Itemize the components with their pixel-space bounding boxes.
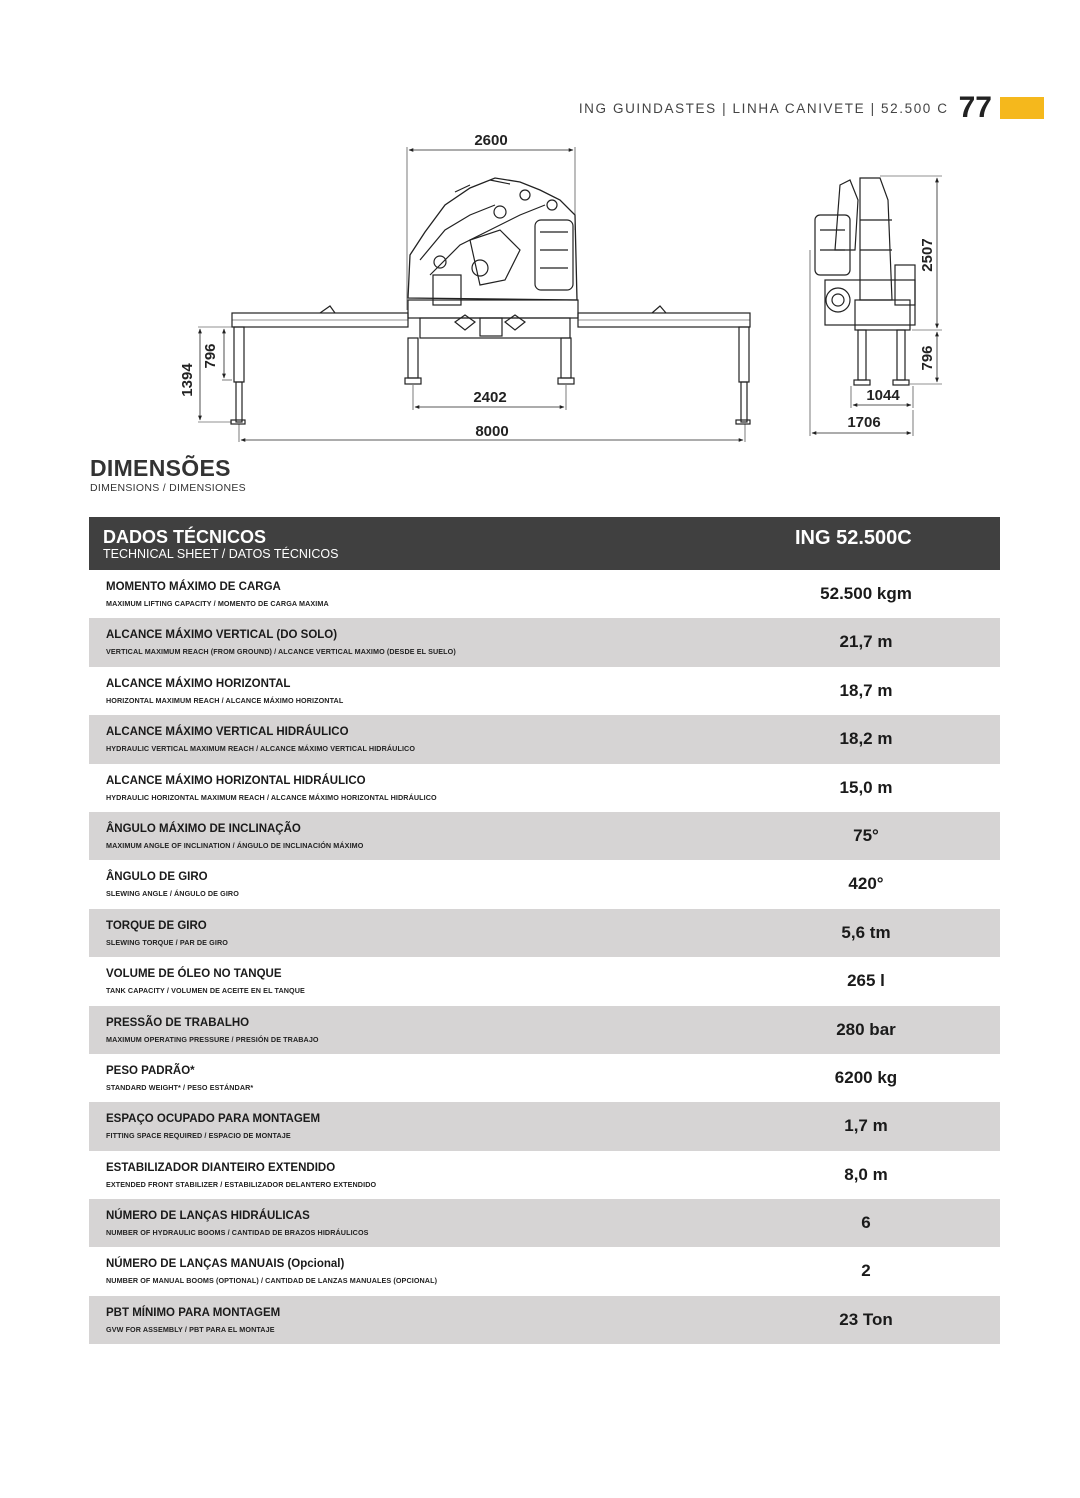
dim-2402: 2402 xyxy=(473,389,507,406)
row-sublabel: EXTENDED FRONT STABILIZER / ESTABILIZADOR DELANTERO EXTENDIDO xyxy=(106,1179,377,1189)
row-label: ALCANCE MÁXIMO VERTICAL HIDRÁULICO xyxy=(106,726,349,739)
row-sublabel: MAXIMUM OPERATING PRESSURE / PRESIÓN DE TRABAJO xyxy=(106,1034,319,1044)
table-row xyxy=(89,1151,1000,1199)
table-row xyxy=(89,1296,1000,1344)
page-number: 77 xyxy=(958,91,992,124)
row-label: ALCANCE MÁXIMO HORIZONTAL HIDRÁULICO xyxy=(106,774,366,787)
row-label: ÂNGULO DE GIRO xyxy=(106,871,208,884)
dim-8000: 8000 xyxy=(475,423,509,440)
row-value: 420° xyxy=(848,874,884,894)
row-value: 6 xyxy=(861,1213,871,1233)
row-sublabel: HYDRAULIC VERTICAL MAXIMUM REACH / ALCANCE MÁXIMO VERTICAL HIDRÁULICO xyxy=(106,744,416,754)
row-label: ESTABILIZADOR DIANTEIRO EXTENDIDO xyxy=(106,1161,336,1174)
row-value: 15,0 m xyxy=(839,777,893,797)
table-row xyxy=(89,764,1000,812)
row-sublabel: SLEWING TORQUE / PAR DE GIRO xyxy=(106,937,228,947)
row-label: ESPAÇO OCUPADO PARA MONTAGEM xyxy=(106,1113,321,1126)
table-row xyxy=(89,715,1000,763)
table-title: DADOS TÉCNICOS xyxy=(103,527,267,547)
row-label: ALCANCE MÁXIMO VERTICAL (DO SOLO) xyxy=(106,629,338,642)
table-row xyxy=(89,860,1000,908)
row-value: 21,7 m xyxy=(839,632,893,652)
row-label: ALCANCE MÁXIMO HORIZONTAL xyxy=(106,677,291,690)
table-row xyxy=(89,1247,1000,1295)
tech-spec-table xyxy=(89,517,1000,1344)
row-label: NÚMERO DE LANÇAS MANUAIS (Opcional) xyxy=(106,1258,345,1271)
row-sublabel: HYDRAULIC HORIZONTAL MAXIMUM REACH / ALCANCE MÁXIMO HORIZONTAL HIDRÁULICO xyxy=(106,792,437,802)
row-value: 280 bar xyxy=(836,1019,896,1039)
row-sublabel: NUMBER OF MANUAL BOOMS (OPTIONAL) / CANTIDAD DE LANZAS MANUALES (OPCIONAL) xyxy=(106,1276,438,1286)
row-sublabel: FITTING SPACE REQUIRED / ESPACIO DE MONTAJE xyxy=(106,1131,291,1141)
table-body xyxy=(89,570,1000,1344)
row-sublabel: MAXIMUM LIFTING CAPACITY / MOMENTO DE CARGA MAXIMA xyxy=(106,599,329,608)
row-label: PRESSÃO DE TRABALHO xyxy=(106,1016,250,1029)
table-row xyxy=(89,667,1000,715)
table-row xyxy=(89,1199,1000,1247)
model-name: ING 52.500C xyxy=(795,527,912,549)
dim-2507: 2507 xyxy=(919,238,936,272)
table-row xyxy=(89,1006,1000,1054)
row-sublabel: TANK CAPACITY / VOLUMEN DE ACEITE EN EL TANQUE xyxy=(106,986,305,996)
row-sublabel: GVW FOR ASSEMBLY / PBT PARA EL MONTAJE xyxy=(106,1324,275,1334)
row-label: NÚMERO DE LANÇAS HIDRÁULICAS xyxy=(106,1210,310,1223)
dim-1394: 1394 xyxy=(179,363,196,397)
row-value: 8,0 m xyxy=(844,1164,888,1184)
dim-796-side: 796 xyxy=(919,345,936,371)
row-value: 1,7 m xyxy=(844,1116,888,1136)
crane-dimension-drawings xyxy=(0,125,1080,455)
table-row xyxy=(89,618,1000,666)
table-subtitle: TECHNICAL SHEET / DATOS TÉCNICOS xyxy=(103,547,339,561)
section-title: DIMENSÕES xyxy=(90,455,231,481)
table-row xyxy=(89,909,1000,957)
row-label: VOLUME DE ÓLEO NO TANQUE xyxy=(106,968,282,981)
dim-1044: 1044 xyxy=(866,387,900,404)
table-row xyxy=(89,812,1000,860)
dim-1706: 1706 xyxy=(847,414,881,431)
row-label: ÂNGULO MÁXIMO DE INCLINAÇÃO xyxy=(106,822,301,835)
row-value: 2 xyxy=(861,1261,871,1281)
row-value: 18,2 m xyxy=(839,729,893,749)
table-row xyxy=(89,1102,1000,1150)
row-value: 6200 kg xyxy=(834,1067,898,1087)
table-row xyxy=(89,957,1000,1005)
row-value: 52.500 kgm xyxy=(820,584,912,603)
row-sublabel: MAXIMUM ANGLE OF INCLINATION / ÁNGULO DE INCLINACIÓN MÁXIMO xyxy=(106,840,364,850)
table-header xyxy=(89,517,1000,570)
table-row xyxy=(89,570,1000,618)
accent-bar xyxy=(1000,97,1044,119)
page-header xyxy=(578,91,1044,124)
row-sublabel: VERTICAL MAXIMUM REACH (FROM GROUND) / ALCANCE VERTICAL MAXIMO (DESDE EL SUELO) xyxy=(106,647,456,657)
row-value: 23 Ton xyxy=(839,1309,893,1329)
row-label: PBT MÍNIMO PARA MONTAGEM xyxy=(106,1306,281,1319)
section-subtitle: DIMENSIONS / DIMENSIONES xyxy=(90,482,246,494)
row-value: 18,7 m xyxy=(839,680,893,700)
row-value: 265 l xyxy=(847,971,885,991)
row-label: PESO PADRÃO* xyxy=(106,1064,195,1077)
row-sublabel: STANDARD WEIGHT* / PESO ESTÁNDAR* xyxy=(106,1082,254,1092)
row-label: TORQUE DE GIRO xyxy=(106,919,207,932)
row-label: MOMENTO MÁXIMO DE CARGA xyxy=(106,581,281,593)
row-sublabel: HORIZONTAL MAXIMUM REACH / ALCANCE MÁXIMO HORIZONTAL xyxy=(106,695,344,705)
table-row xyxy=(89,1054,1000,1102)
dim-796-front: 796 xyxy=(202,343,219,369)
row-sublabel: NUMBER OF HYDRAULIC BOOMS / CANTIDAD DE BRAZOS HIDRÁULICOS xyxy=(106,1228,369,1238)
row-value: 5,6 tm xyxy=(841,922,891,942)
row-sublabel: SLEWING ANGLE / ÁNGULO DE GIRO xyxy=(106,889,239,899)
row-value: 75° xyxy=(853,825,879,845)
dim-2600: 2600 xyxy=(474,132,508,149)
header-title: ING GUINDASTES | LINHA CANIVETE | 52.500 C xyxy=(578,100,949,116)
